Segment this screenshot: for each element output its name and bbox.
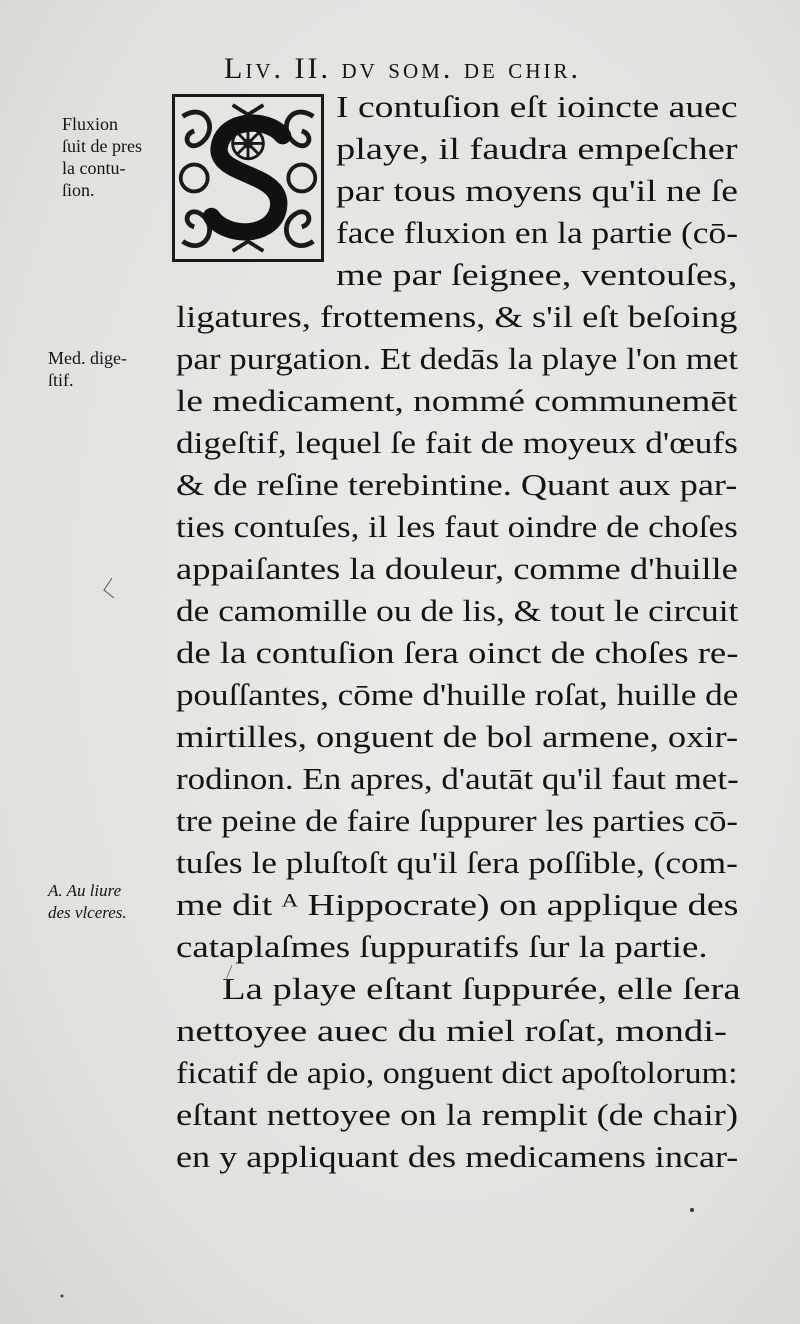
margin-note-digestif: ſtif.: [48, 370, 74, 390]
body-line: face fluxion en la partie (cō-: [336, 215, 739, 250]
margin-note-fluxion: Fluxion: [62, 114, 119, 134]
margin-note-fluxion: ſion.: [62, 180, 95, 200]
body-line: appaiſantes la douleur, comme d'huille: [176, 551, 738, 586]
body-line: me par ſeignee, ventouſes,: [336, 257, 738, 292]
body-line: ties contuſes, il les faut oindre de choſes: [176, 509, 738, 544]
body-line: le medicament, nommé communemēt: [176, 383, 738, 418]
body-line: cataplaſmes ſuppuratifs ſur la partie.: [176, 929, 708, 964]
margin-note-fluxion: ſuit de pres: [62, 136, 142, 156]
body-line: par purgation. Et dedās la playe l'on met: [176, 341, 739, 376]
body-line: en y appliquant des medicamens incar-: [176, 1139, 739, 1174]
body-line: par tous moyens qu'il ne ſe: [336, 173, 738, 208]
body-line: digeſtif, lequel ſe fait de moyeux d'œufs: [176, 425, 738, 460]
body-line: de camomille ou de lis, & tout le circuit: [176, 593, 739, 628]
body-line: eſtant nettoyee on la remplit (de chair): [176, 1097, 739, 1132]
ornament-initial-icon: [175, 97, 321, 259]
body-line: me dit ᴬ Hippocrate) on applique des: [176, 887, 739, 922]
margin-note-digestif: Med. dige-: [48, 348, 127, 368]
running-header: Liv. II. dv som. de chir.: [224, 52, 581, 85]
body-line: de la contuſion ſera oinct de choſes re-: [176, 635, 739, 670]
margin-note-reference: A. Au liure: [48, 881, 122, 900]
body-line: playe, il faudra empeſcher: [336, 131, 738, 166]
body-line: rodinon. En apres, d'autāt qu'il faut met-: [176, 761, 739, 796]
body-line: & de reſine terebintine. Quant aux par-: [176, 467, 738, 502]
margin-note-reference: des vlceres.: [48, 903, 127, 922]
body-line: I contuſion eſt ioincte auec: [336, 89, 738, 124]
body-line: ligatures, frottemens, & s'il eſt beſoing: [176, 299, 738, 334]
body-line: mirtilles, onguent de bol armene, oxir-: [176, 719, 739, 754]
decorated-initial: [172, 94, 324, 262]
margin-note-fluxion: la contu-: [62, 158, 126, 178]
body-line: ficatif de apio, onguent dict apoſtolorum:: [176, 1055, 738, 1090]
body-line: pouſſantes, cōme d'huille roſat, huille de: [176, 677, 739, 712]
body-line: tuſes le pluſtoſt qu'il ſera poſſible, (com-: [176, 845, 738, 880]
body-line: nettoyee auec du miel roſat, mondi-: [176, 1013, 727, 1048]
body-line: La playe eſtant ſuppurée, elle ſera: [222, 971, 741, 1006]
body-line: tre peine de faire ſuppurer les parties cō-: [176, 803, 739, 838]
